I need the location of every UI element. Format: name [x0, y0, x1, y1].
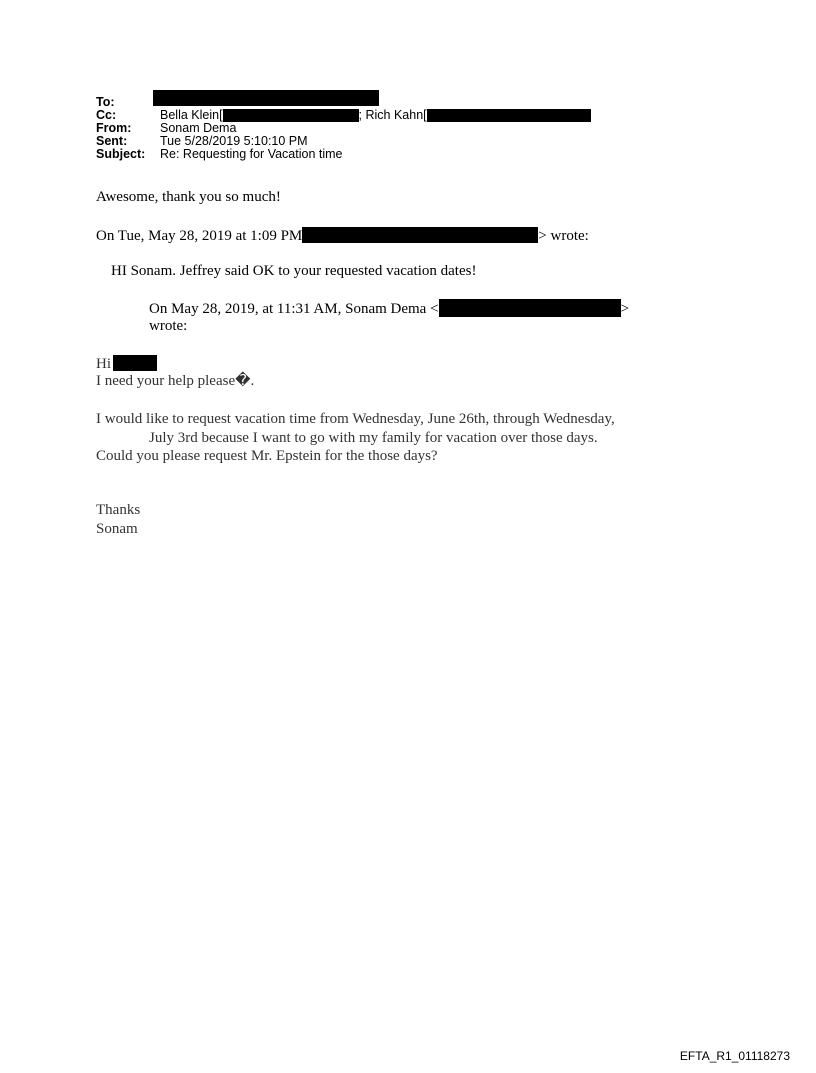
quote2-suffix: >: [620, 301, 630, 317]
quote2-prefix: On May 28, 2019, at 11:31 AM, Sonam Dema <: [149, 301, 439, 317]
redaction-block: [153, 90, 379, 106]
to-label: To:: [96, 95, 115, 109]
redaction-block: [439, 299, 621, 317]
quote2-wrote: wrote:: [149, 318, 188, 334]
redaction-block: [302, 227, 538, 243]
from-label: From:: [96, 121, 132, 135]
reply-text: Awesome, thank you so much!: [96, 189, 281, 205]
help-line: I need your help please�.: [96, 373, 255, 389]
quote2-header: [149, 299, 629, 318]
cc-separator: ; Rich Kahn[: [358, 108, 427, 122]
from-value: Sonam Dema: [160, 121, 237, 135]
request-line-2: July 3rd because I want to go with my family for vacation over those days.: [149, 430, 598, 446]
cc-label: Cc:: [96, 108, 117, 122]
quote1-prefix: On Tue, May 28, 2019 at 1:09 PM: [96, 228, 303, 244]
quote1-text: HI Sonam. Jeffrey said OK to your requested vacation dates!: [111, 263, 477, 279]
redaction-block: [223, 109, 359, 122]
redaction-block: [113, 355, 157, 371]
subject-label: Subject:: [96, 147, 146, 161]
subject-value: Re: Requesting for Vacation time: [160, 147, 343, 161]
sent-label: Sent:: [96, 134, 128, 148]
signature: Sonam: [96, 521, 138, 537]
request-line-1: I would like to request vacation time from Wednesday, June 26th, through Wednesday,: [96, 411, 615, 427]
document-id: EFTA_R1_01118273: [679, 1049, 790, 1063]
sent-value: Tue 5/28/2019 5:10:10 PM: [160, 134, 308, 148]
to-value: [153, 90, 379, 106]
quote1-header: [96, 227, 589, 245]
redaction-block: [427, 109, 591, 122]
greeting: [96, 355, 157, 373]
closing-thanks: Thanks: [96, 502, 141, 518]
greeting-text: Hi: [96, 356, 111, 372]
quote1-suffix: > wrote:: [538, 228, 589, 244]
request-line-3: Could you please request Mr. Epstein for the those days?: [96, 448, 438, 464]
cc-name-bella: Bella Klein[: [160, 108, 223, 122]
